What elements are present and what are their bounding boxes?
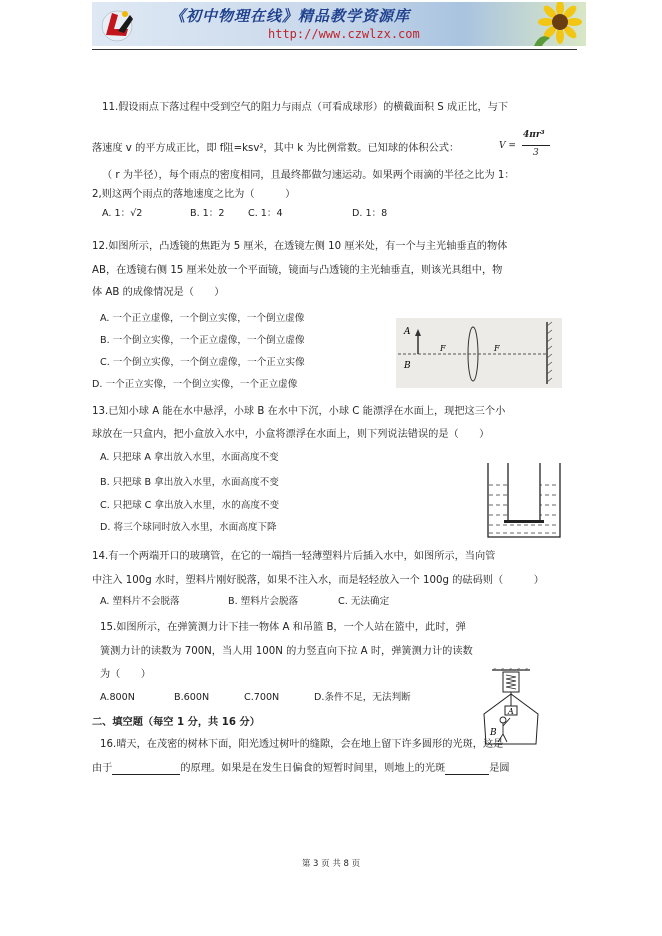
q14-option-b[interactable]: B. 塑料片会脱落 [228,596,299,607]
fig12-label-f-left: F [440,344,446,353]
q11-formula-denominator: 3 [533,148,539,158]
q14-line-1: 14.有一个两端开口的玻璃管，在它的一端挡一轻薄塑料片后插入水中，如图所示，当向管 [92,551,496,562]
header-banner [92,2,586,46]
q15-line-2: 簧测力计的读数为 700N，当人用 100N 的力竖直向下拉 A 时，弹簧测力计的读数 [100,646,473,657]
q16-text-middle: 的原理。如果是在发生日偏食的短暂时间里，则地上的光斑 [180,763,446,774]
q13-option-a[interactable]: A. 只把球 A 拿出放入水里，水面高度不变 [100,452,279,463]
q11-line-4: 2,则这两个雨点的落地速度之比为（ ） [92,189,296,200]
fig12-label-b: B [404,361,411,371]
spring-balance-basket-figure [474,668,546,748]
q13-line-1: 13.已知小球 A 能在水中悬浮，小球 B 在水中下沉，小球 C 能漂浮在水面上，现把这三个小 [92,406,506,417]
q16-blank-2[interactable] [445,763,489,775]
q12-line-1: 12.如图所示，凸透镜的焦距为 5 厘米，在透镜左侧 10 厘米处，有一个与主光轴垂直的物体 [92,241,508,252]
header-rule [92,49,577,50]
fig15-label-a: A [508,707,514,716]
q11-formula-numerator: 4πr³ [523,130,545,140]
q12-option-a[interactable]: A. 一个正立虚像，一个倒立实像，一个倒立虚像 [100,313,305,324]
q14-option-c[interactable]: C. 无法确定 [338,596,390,607]
q11-option-b[interactable]: B. 1：2 [190,208,225,219]
q12-option-d[interactable]: D. 一个正立实像，一个倒立实像，一个正立虚像 [92,379,298,390]
q11-fraction-bar [522,145,550,146]
fig12-label-a: A [404,327,411,337]
water-tube-figure [485,461,563,541]
q13-line-2: 球放在一只盒内，把小盒放入水中，小盒将漂浮在水面上，则下列说法错误的是（ ） [92,429,490,440]
q11-line-2: 落速度 v 的平方成正比，即 f阻=ksv²，其中 k 为比例常数。已知球的体积公式： [92,143,460,154]
q16-text-after-blank-2: 是圆 [489,763,510,774]
q16-blank-1[interactable] [112,763,180,775]
q14-line-2: 中注入 100g 水时，塑料片刚好脱落，如果不注入水，而是轻轻放入一个 100g 的砝码则（ ） [92,575,544,586]
q11-line-3: （ r 为半径），每个雨点的密度相同，且最终都做匀速运动。如果两个雨滴的半径之比为 1： [102,170,515,181]
q12-line-3: 体 AB 的成像情况是（ ） [92,287,225,298]
section-fill-in-heading: 二、填空题（每空 1 分，共 16 分） [92,717,260,728]
q12-line-2: AB，在透镜右侧 15 厘米处放一个平面镜，镜面与凸透镜的主光轴垂直，则该光具组中，物 [92,265,503,276]
q16-line-2 [92,762,510,775]
q11-option-c[interactable]: C. 1：4 [248,208,283,219]
q11-option-a[interactable]: A. 1：√2 [102,208,143,219]
q11-formula-v: V = [499,141,516,151]
q15-option-d[interactable]: D.条件不足，无法判断 [314,692,411,703]
q15-line-1: 15.如图所示，在弹簧测力计下挂一物体 A 和吊篮 B，一个人站在篮中，此时，弹 [100,622,466,633]
q15-line-3: 为（ ） [100,669,151,680]
q15-option-a[interactable]: A.800N [100,692,135,703]
site-logo-icon [98,5,136,43]
q13-option-c[interactable]: C. 只把球 C 拿出放入水里，水的高度不变 [100,500,280,511]
banner-title: 《初中物理在线》精品教学资源库 [170,7,411,25]
q11-line-1: 11.假设雨点下落过程中受到空气的阻力与雨点（可看成球形）的横截面积 S 成正比，与下 [102,102,509,113]
q13-option-d[interactable]: D. 将三个球同时放入水里，水面高度下降 [100,522,277,533]
q14-option-a[interactable]: A. 塑料片不会脱落 [100,596,180,607]
q12-option-c[interactable]: C. 一个倒立实像，一个倒立虚像，一个正立实像 [100,357,305,368]
q16-text-before-blank-1: 由于 [92,763,113,774]
q13-option-b[interactable]: B. 只把球 B 拿出放入水里，水面高度不变 [100,477,279,488]
page-number: 第 3 页 共 8 页 [301,859,361,869]
q15-option-c[interactable]: C.700N [244,692,280,703]
q16-line-1: 16.晴天，在茂密的树林下面，阳光透过树叶的缝隙，会在地上留下许多圆形的光斑，这是 [100,739,504,750]
fig15-label-b: B [490,728,497,738]
sunflower-icon [532,2,586,46]
fig12-label-f-right: F [494,344,500,353]
lens-mirror-figure [396,318,562,388]
banner-url[interactable]: http://www.czwlzx.com [268,27,420,41]
q15-option-b[interactable]: B.600N [174,692,210,703]
q12-option-b[interactable]: B. 一个倒立实像，一个正立虚像，一个倒立虚像 [100,335,305,346]
q11-option-d[interactable]: D. 1：8 [352,208,388,219]
